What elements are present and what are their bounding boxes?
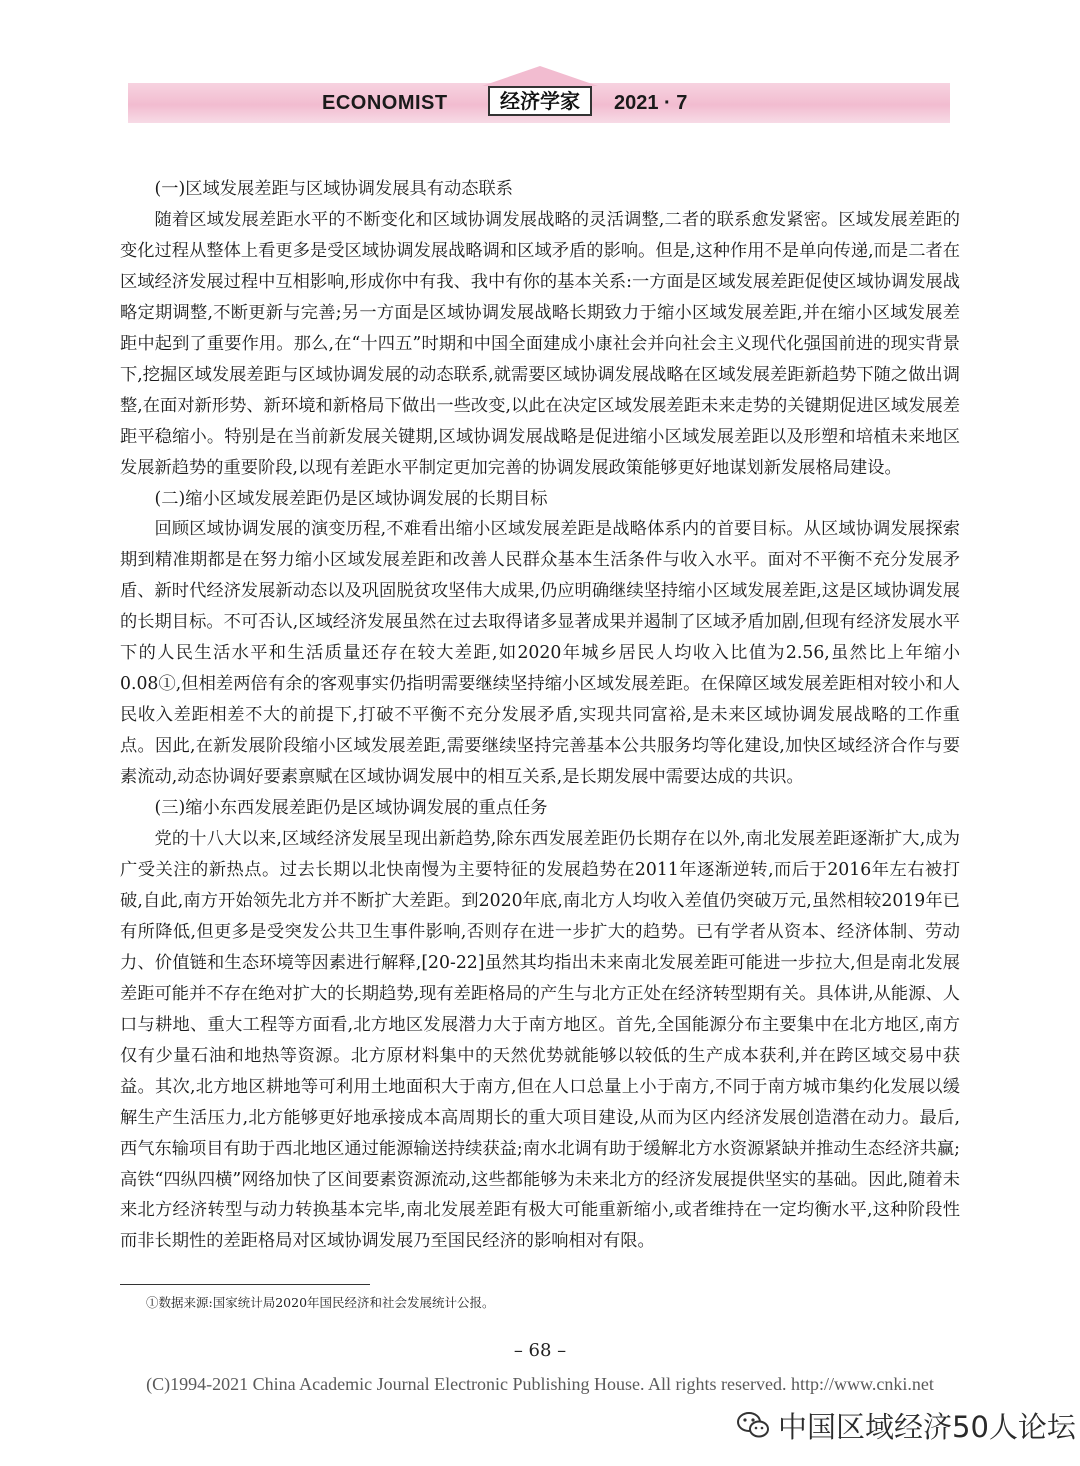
- section-heading: (一)区域发展差距与区域协调发展具有动态联系: [154, 179, 513, 199]
- journal-name-english: ECONOMIST: [322, 92, 448, 114]
- section-heading: (三)缩小东西发展差距仍是区域协调发展的重点任务: [154, 798, 548, 819]
- section-heading: (二)缩小区域发展差距仍是区域协调发展的长期目标: [154, 488, 548, 509]
- header-peak-decoration: [482, 66, 598, 86]
- watermark-text: 中国区域经济50人论坛: [778, 1409, 1076, 1444]
- article-body: [120, 174, 960, 1257]
- paragraph: 随着区域发展差距水平的不断变化和区域协调发展战略的灵活调整,二者的联系愈发紧密。区域发展差距的变化过程从整体上看更多是受区域协调发展战略调和区域矛盾的影响。但是,这种作用不是单向传递,而是二者在区域经济发展过程中互相影响,形成你中有我、我中有你的基本关系:一方面是区域发展差距促使区域协调发展战略定期调整,不断更新与完善;另一方面是区域协调发展战略长期致力于缩小区域发展差距,并在缩小区域发展差距中起到了重要作用。那么,在“十四五”时期和中国全面建成小康社会并向社会主义现代化强国前进的现实背景下,挖掘区域发展差距与区域协调发展的动态联系,就需要区域协调发展战略在区域发展差距新趋势下随之做出调整,在面对新形势、新环境和新格局下做出一些改变,以此在决定区域发展差距未来走势的关键期促进区域发展差距平稳缩小。特别是在当前新发展关键期,区域协调发展战略是促进缩小区域发展差距以及形塑和培植未来地区发展新趋势的重要阶段,以现有差距水平制定更加完善的协调发展政策能够更好地谋划新发展格局建设。: [120, 209, 960, 478]
- copyright-notice: (C)1994-2021 China Academic Journal Electronic Publishing House. All rights reserved. http://www.cnki.net: [146, 1374, 934, 1394]
- paragraph: 党的十八大以来,区域经济发展呈现出新趋势,除东西发展差距仍长期存在以外,南北发展差距逐渐扩大,成为广受关注的新热点。过去长期以北快南慢为主要特征的发展趋势在2011年逐渐逆转,而后于2016年左右被打破,自此,南方开始领先北方并不断扩大差距。到2020年底,南北方人均收入差值仍突破万元,虽然相较2019年已有所降低,但更多是受突发公共卫生事件影响,否则存在进一步扩大的趋势。已有学者从资本、经济体制、劳动力、价值链和生态环境等因素进行解释,[20-22]虽然其均指出未来南北发展差距可能进一步拉大,但是南北发展差距可能并不存在绝对扩大的长期趋势,现有差距格局的产生与北方正处在经济转型期有关。具体讲,从能源、人口与耕地、重大工程等方面看,北方地区发展潜力大于南方地区。首先,全国能源分布主要集中在北方地区,南方仅有少量石油和地热等资源。北方原材料集中的天然优势就能够以较低的生产成本获利,并在跨区域交易中获益。其次,北方地区耕地等可利用土地面积大于南方,但在人口总量上小于南方,不同于南方城市集约化发展以缓解生产生活压力,北方能够更好地承接成本高周期长的重大项目建设,从而为区内经济发展创造潜在动力。最后,西气东输项目有助于西北地区通过能源输送持续获益;南水北调有助于缓解北方水资源紧缺并推动生态经济共赢;高铁“四纵四横”网络加快了区间要素资源流动,这些都能够为未来北方的经济发展提供坚实的基础。因此,随着未来北方经济转型与动力转换基本完毕,南北发展差距有极大可能重新缩小,或者维持在一定均衡水平,这种阶段性而非长期性的差距格局对区域协调发展乃至国民经济的影响相对有限。: [120, 829, 960, 1252]
- page-number: – 68 –: [513, 1340, 567, 1361]
- wechat-icon: [736, 1410, 770, 1440]
- issue-number: 2021 · 7: [614, 92, 688, 114]
- footnote-divider: [120, 1284, 370, 1285]
- wechat-watermark: [736, 1400, 1076, 1450]
- journal-name-chinese: 经济学家: [488, 86, 592, 116]
- paragraph: 回顾区域协调发展的演变历程,不难看出缩小区域发展差距是战略体系内的首要目标。从区域协调发展探索期到精准期都是在努力缩小区域发展差距和改善人民群众基本生活条件与收入水平。面对不平衡不充分发展矛盾、新时代经济发展新动态以及巩固脱贫攻坚伟大成果,仍应明确继续坚持缩小区域发展差距,这是区域协调发展的长期目标。不可否认,区域经济发展虽然在过去取得诸多显著成果并遏制了区域矛盾加剧,但现有经济发展水平下的人民生活水平和生活质量还存在较大差距,如2020年城乡居民人均收入比值为2.56,虽然比上年缩小0.08①,但相差两倍有余的客观事实仍指明需要继续坚持缩小区域发展差距。在保障区域发展差距相对较小和人民收入差距相差不大的前提下,打破不平衡不充分发展矛盾,实现共同富裕,是未来区域协调发展战略的工作重点。因此,在新发展阶段缩小区域发展差距,需要继续坚持完善基本公共服务均等化建设,加快区域经济合作与要素流动,动态协调好要素禀赋在区域协调发展中的相互关系,是长期发展中需要达成的共识。: [120, 519, 960, 788]
- footnote: ①数据来源:国家统计局2020年国民经济和社会发展统计公报。: [146, 1295, 495, 1310]
